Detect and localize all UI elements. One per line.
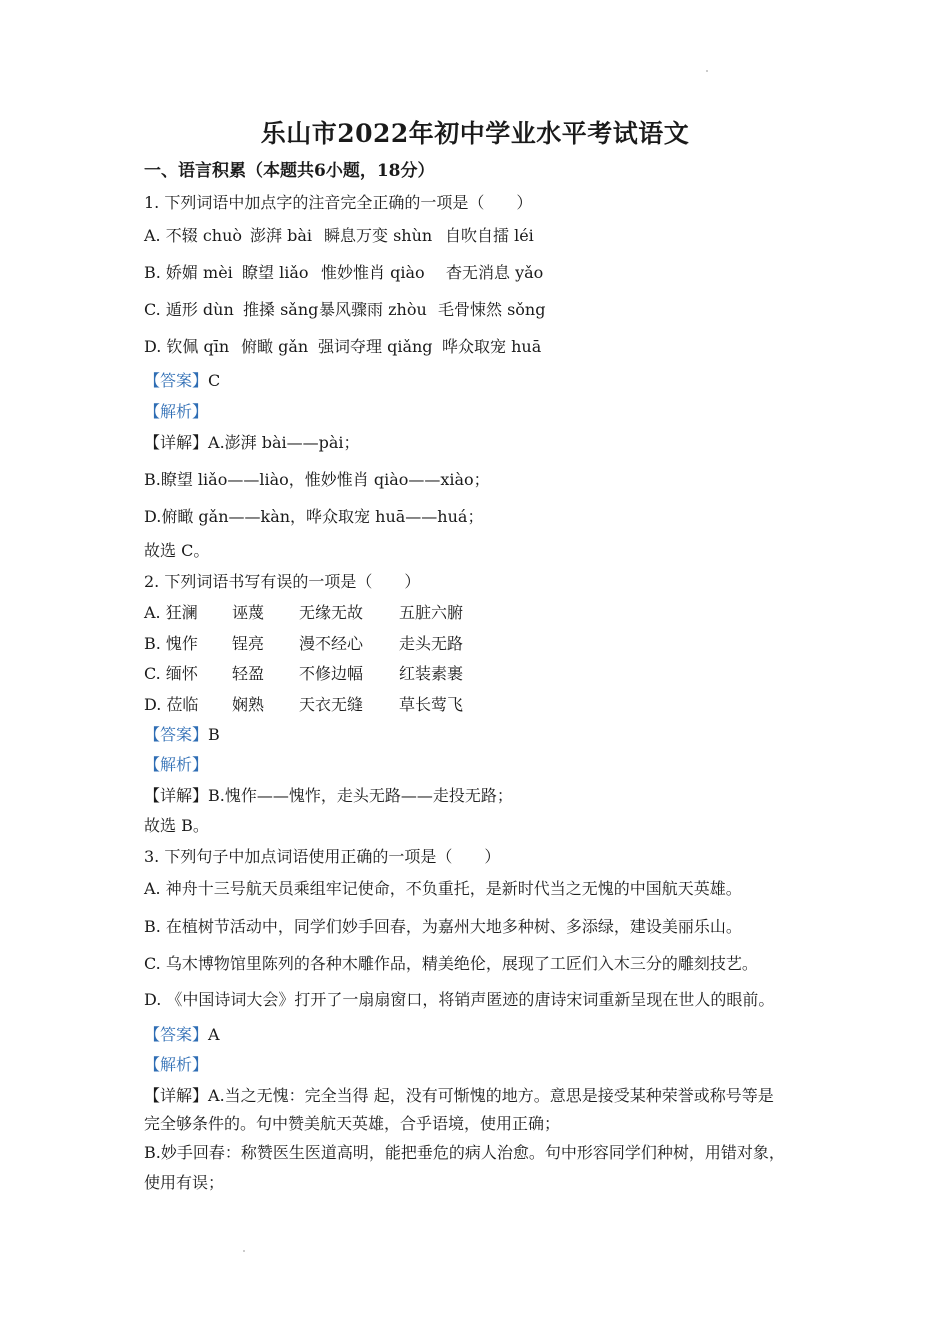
q1-option-b-2: 瞭望 liǎo xyxy=(242,263,309,282)
q2-option-d-1: D. 莅临 xyxy=(144,695,199,714)
q2-option-d-3: 天衣无缝 xyxy=(299,695,364,714)
answer-tag: 【答案】 xyxy=(144,725,209,744)
q1-option-a-2: 澎湃 bài xyxy=(250,226,312,245)
detail-text: A.澎湃 bài——pài； xyxy=(208,433,360,452)
q2-option-c-2: 轻盈 xyxy=(232,664,265,683)
q1-option-a-4: 自吹自擂 léi xyxy=(445,226,534,245)
q3-detail-2: 完全够条件的。句中赞美航天英雄，合乎语境，使用正确； xyxy=(144,1114,561,1133)
q1-detail-1 xyxy=(144,433,360,453)
q2-option-d-2: 娴熟 xyxy=(232,695,265,714)
answer-value: C xyxy=(208,371,221,390)
q2-option-a-2: 诬蔑 xyxy=(232,603,265,622)
q2-option-a-3: 无缘无故 xyxy=(299,603,364,622)
q1-option-b-3: 惟妙惟肖 qiào xyxy=(321,263,425,282)
q1-option-d-4: 哗众取宠 huā xyxy=(442,337,542,356)
answer-value: A xyxy=(208,1025,220,1044)
q1-option-a-3: 瞬息万变 shùn xyxy=(324,226,433,245)
q1-option-c-1: C. 遁形 dùn xyxy=(144,300,234,319)
q2-stem: 2. 下列词语书写有误的一项是（ ） xyxy=(144,572,421,591)
section-heading: 一、语言积累（本题共6小题，18分） xyxy=(144,161,435,181)
q1-option-b-1: B. 娇媚 mèi xyxy=(144,263,233,282)
q3-detail-1 xyxy=(144,1086,774,1106)
q1-conclusion: 故选 C。 xyxy=(144,541,210,560)
answer-value: B xyxy=(208,725,220,744)
q1-stem: 1. 下列词语中加点字的注音完全正确的一项是（ ） xyxy=(144,193,533,212)
q3-detail-3: B.妙手回春：称赞医生医道高明，能把垂危的病人治愈。句中形容同学们种树，用错对象， xyxy=(144,1143,785,1162)
detail-text: A.当之无愧：完全当得 起，没有可惭愧的地方。意思是接受某种荣誉或称号等是 xyxy=(208,1086,774,1105)
q3-stem: 3. 下列句子中加点词语使用正确的一项是（ ） xyxy=(144,847,501,866)
q2-analysis-tag: 【解析】 xyxy=(144,755,209,774)
q1-option-c-3: 暴风骤雨 zhòu xyxy=(319,300,427,319)
q2-option-a-4: 五脏六腑 xyxy=(399,603,464,622)
q1-answer xyxy=(144,371,220,391)
q3-detail-4: 使用有误； xyxy=(144,1173,225,1192)
q3-option-b: B. 在植树节活动中，同学们妙手回春，为嘉州大地多种树、多添绿，建设美丽乐山。 xyxy=(144,917,742,936)
exam-title: 乐山市2022年初中学业水平考试语文 xyxy=(260,119,690,148)
q2-option-b-4: 走头无路 xyxy=(399,634,464,653)
q2-option-b-2: 锃亮 xyxy=(232,634,265,653)
q1-detail-3: D.俯瞰 gǎn——kàn，哗众取宠 huā——huá； xyxy=(144,507,484,526)
q2-detail-1 xyxy=(144,786,513,806)
scan-speck xyxy=(243,1250,245,1252)
q2-option-d-4: 草长莺飞 xyxy=(399,695,464,714)
q1-option-c-4: 毛骨悚然 sǒng xyxy=(438,300,546,319)
q2-option-c-3: 不修边幅 xyxy=(299,664,364,683)
q1-analysis-tag: 【解析】 xyxy=(144,402,209,421)
q3-option-a: A. 神舟十三号航天员乘组牢记使命，不负重托，是新时代当之无愧的中国航天英雄。 xyxy=(144,879,742,898)
answer-tag: 【答案】 xyxy=(144,1025,209,1044)
q2-answer xyxy=(144,725,220,745)
q1-option-d-2: 俯瞰 gǎn xyxy=(241,337,309,356)
q2-option-c-1: C. 缅怀 xyxy=(144,664,198,683)
answer-tag: 【答案】 xyxy=(144,371,209,390)
detail-tag: 【详解】 xyxy=(144,1086,209,1105)
q3-option-d: D. 《中国诗词大会》打开了一扇扇窗口，将销声匿迹的唐诗宋词重新呈现在世人的眼前。 xyxy=(144,990,775,1009)
q1-option-d-3: 强词夺理 qiǎng xyxy=(318,337,433,356)
q1-option-a-1: A. 不辍 chuò xyxy=(144,226,243,245)
q2-option-b-3: 漫不经心 xyxy=(299,634,364,653)
q1-option-c-2: 推搡 sǎng xyxy=(243,300,319,319)
q3-option-c: C. 乌木博物馆里陈列的各种木雕作品，精美绝伦，展现了工匠们入木三分的雕刻技艺。 xyxy=(144,954,758,973)
detail-text: B.愧作——愧怍，走头无路——走投无路； xyxy=(208,786,513,805)
q3-answer xyxy=(144,1025,220,1045)
q3-analysis-tag: 【解析】 xyxy=(144,1055,209,1074)
q1-option-d-1: D. 钦佩 qīn xyxy=(144,337,230,356)
q1-detail-2: B.瞭望 liǎo——liào，惟妙惟肖 qiào——xiào； xyxy=(144,470,490,489)
detail-tag: 【详解】 xyxy=(144,433,209,452)
q2-option-a-1: A. 狂澜 xyxy=(144,603,198,622)
scan-speck xyxy=(706,70,708,72)
q1-option-b-4: 杳无消息 yǎo xyxy=(446,263,544,282)
detail-tag: 【详解】 xyxy=(144,786,209,805)
q2-option-b-1: B. 愧作 xyxy=(144,634,198,653)
q2-conclusion: 故选 B。 xyxy=(144,816,209,835)
q2-option-c-4: 红装素裹 xyxy=(399,664,464,683)
